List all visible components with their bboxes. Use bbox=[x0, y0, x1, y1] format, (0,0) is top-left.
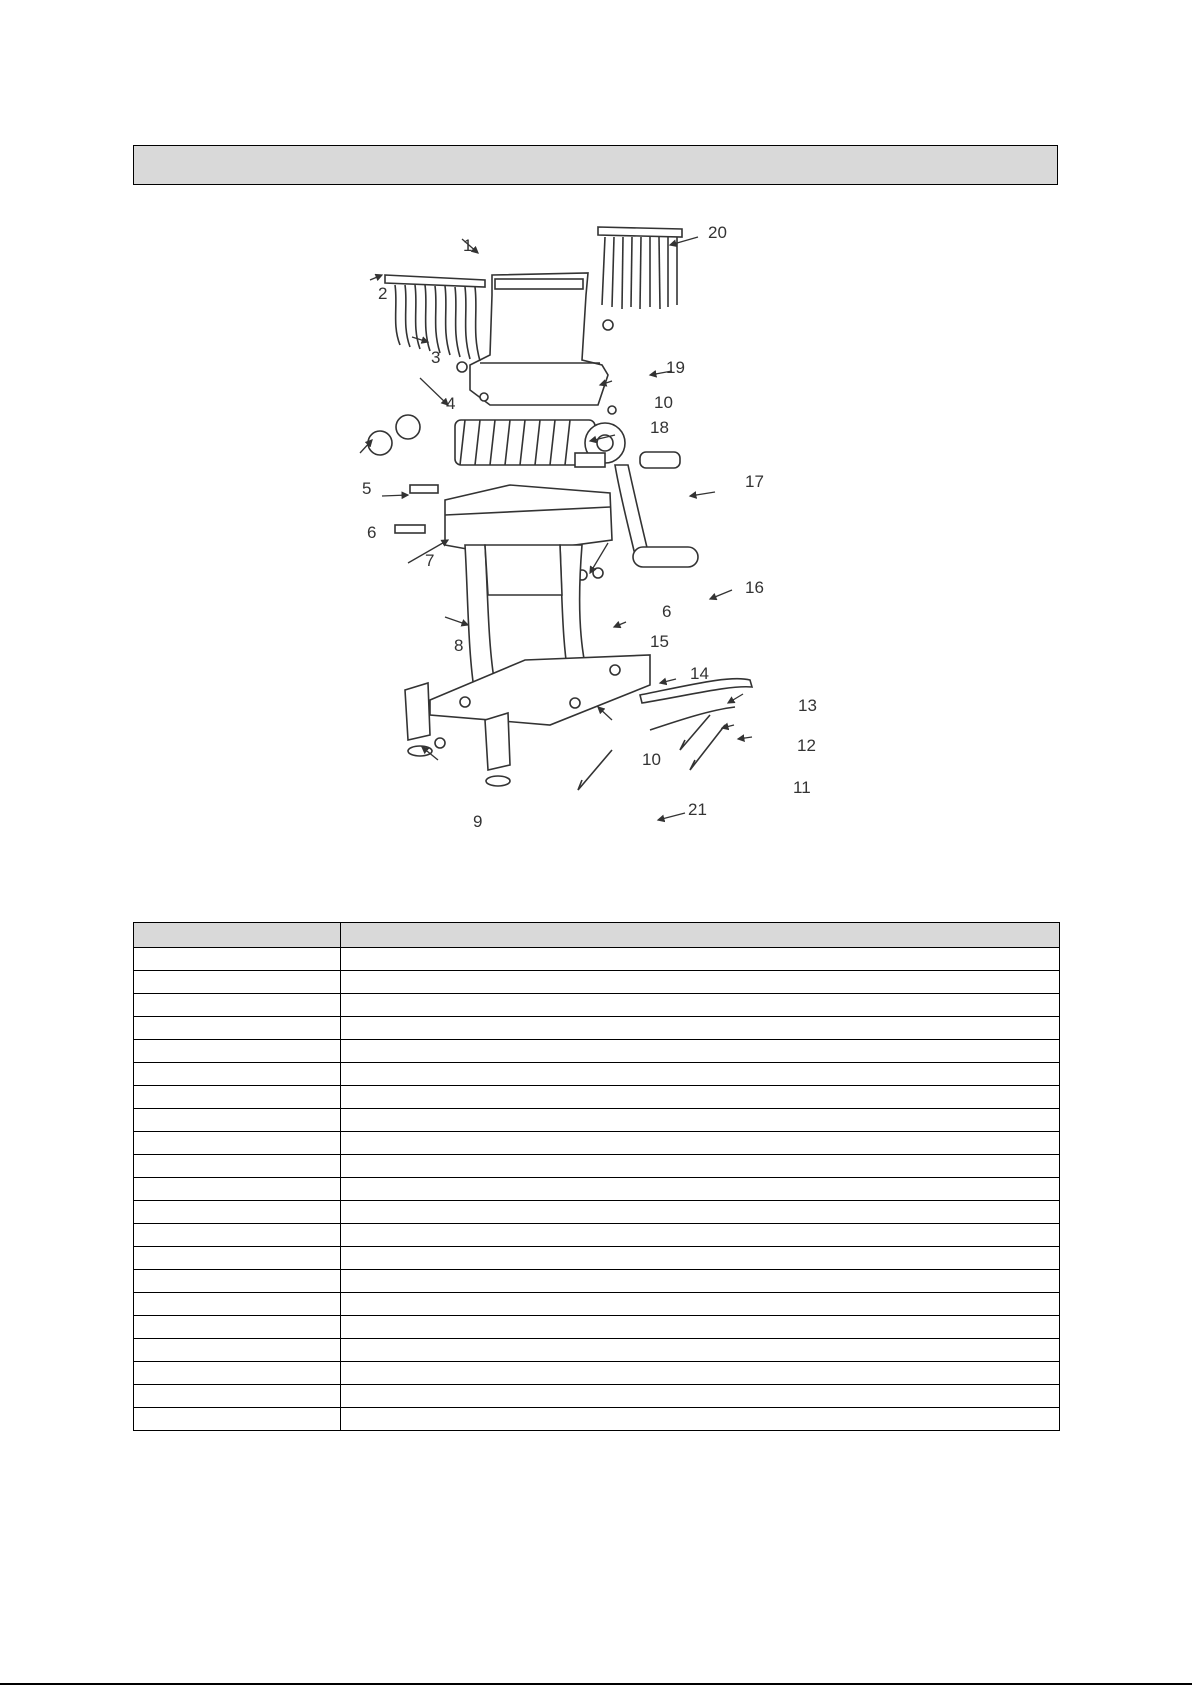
hex-key-12 bbox=[680, 715, 710, 750]
table-row bbox=[134, 1017, 1060, 1040]
table-row bbox=[134, 1270, 1060, 1293]
callout-6-right: 6 bbox=[662, 602, 672, 621]
part-number-cell bbox=[134, 1132, 341, 1155]
part-description-cell bbox=[341, 1293, 1060, 1316]
part-description-cell bbox=[341, 1362, 1060, 1385]
part-description-cell bbox=[341, 1385, 1060, 1408]
part-number-cell bbox=[134, 1201, 341, 1224]
part-description-cell bbox=[341, 1339, 1060, 1362]
part-description-cell bbox=[341, 948, 1060, 971]
table-row bbox=[134, 994, 1060, 1017]
callout-16: 16 bbox=[745, 578, 764, 597]
part-number-cell bbox=[134, 1155, 341, 1178]
column-header bbox=[341, 923, 1060, 948]
top-frame bbox=[470, 273, 608, 405]
table-row bbox=[134, 1040, 1060, 1063]
callout-3: 3 bbox=[431, 348, 441, 367]
crank-knob bbox=[640, 452, 680, 468]
part-description-cell bbox=[341, 1063, 1060, 1086]
parts-table-body bbox=[134, 948, 1060, 1431]
part-number-cell bbox=[134, 1063, 341, 1086]
crank-handle bbox=[633, 547, 698, 567]
part-description-cell bbox=[341, 1247, 1060, 1270]
callout-6-left: 6 bbox=[367, 523, 377, 542]
table-header-row bbox=[134, 923, 1060, 948]
clamp-2 bbox=[485, 713, 510, 770]
callout-19: 19 bbox=[666, 358, 685, 377]
part-number-cell bbox=[134, 1247, 341, 1270]
hex-key-21 bbox=[578, 750, 612, 790]
section-title bbox=[134, 146, 1057, 164]
top-frame-slot bbox=[495, 279, 583, 289]
table-row bbox=[134, 1385, 1060, 1408]
table-row bbox=[134, 1247, 1060, 1270]
part-description-cell bbox=[341, 971, 1060, 994]
part-number-cell bbox=[134, 1339, 341, 1362]
table-row bbox=[134, 1063, 1060, 1086]
comb-left bbox=[385, 275, 485, 287]
table-row bbox=[134, 1178, 1060, 1201]
part-number-cell bbox=[134, 1017, 341, 1040]
part-number-cell bbox=[134, 1385, 341, 1408]
table-row bbox=[134, 1201, 1060, 1224]
callout-10-bottom: 10 bbox=[642, 750, 661, 769]
callout-9: 9 bbox=[473, 812, 483, 831]
table-row bbox=[134, 1086, 1060, 1109]
table-row bbox=[134, 948, 1060, 971]
part-number-cell bbox=[134, 1362, 341, 1385]
comb-right bbox=[598, 227, 682, 237]
table-row bbox=[134, 1155, 1060, 1178]
part-number-cell bbox=[134, 1316, 341, 1339]
part-description-cell bbox=[341, 1224, 1060, 1247]
part-description-cell bbox=[341, 1017, 1060, 1040]
part-description-cell bbox=[341, 1109, 1060, 1132]
part-description-cell bbox=[341, 1132, 1060, 1155]
part-number-cell bbox=[134, 1293, 341, 1316]
part-description-cell bbox=[341, 1178, 1060, 1201]
part-number-cell bbox=[134, 1109, 341, 1132]
callout-7: 7 bbox=[425, 551, 435, 570]
table-row bbox=[134, 1109, 1060, 1132]
callout-14: 14 bbox=[690, 664, 709, 683]
table-row bbox=[134, 1132, 1060, 1155]
callout-17: 17 bbox=[745, 472, 764, 491]
callout-2: 2 bbox=[378, 284, 388, 303]
table-row bbox=[134, 971, 1060, 994]
parts-table bbox=[133, 922, 1060, 1431]
table-row bbox=[134, 1408, 1060, 1431]
table-row bbox=[134, 1339, 1060, 1362]
part-number-cell bbox=[134, 948, 341, 971]
part-description-cell bbox=[341, 1316, 1060, 1339]
callout-8: 8 bbox=[454, 636, 464, 655]
section-header-bar bbox=[133, 145, 1058, 185]
table-row bbox=[134, 1316, 1060, 1339]
callout-5: 5 bbox=[362, 479, 372, 498]
callout-11: 11 bbox=[793, 778, 811, 797]
table-row bbox=[134, 1224, 1060, 1247]
callout-13: 13 bbox=[798, 696, 817, 715]
part-number-cell bbox=[134, 1224, 341, 1247]
callout-18: 18 bbox=[650, 418, 669, 437]
part-number-cell bbox=[134, 1178, 341, 1201]
part-number-cell bbox=[134, 1408, 341, 1431]
part-description-cell bbox=[341, 1408, 1060, 1431]
callout-10-top: 10 bbox=[654, 393, 673, 412]
table-row bbox=[134, 1362, 1060, 1385]
part-description-cell bbox=[341, 1040, 1060, 1063]
part-number-cell bbox=[134, 971, 341, 994]
part-description-cell bbox=[341, 1155, 1060, 1178]
callout-1: 1 bbox=[463, 236, 473, 255]
part-number-cell bbox=[134, 1040, 341, 1063]
exploded-parts-diagram bbox=[350, 215, 850, 865]
part-number-cell bbox=[134, 1270, 341, 1293]
part-number-cell bbox=[134, 994, 341, 1017]
part-number-cell bbox=[134, 1086, 341, 1109]
callout-15: 15 bbox=[650, 632, 669, 651]
callout-12: 12 bbox=[797, 736, 816, 755]
clamp-1 bbox=[405, 683, 430, 740]
callout-21: 21 bbox=[688, 800, 707, 819]
part-description-cell bbox=[341, 994, 1060, 1017]
parts-illustration bbox=[350, 215, 850, 865]
crank-arm bbox=[615, 465, 650, 560]
table-row bbox=[134, 1293, 1060, 1316]
part-description-cell bbox=[341, 1270, 1060, 1293]
part-description-cell bbox=[341, 1201, 1060, 1224]
callout-20: 20 bbox=[708, 223, 727, 242]
column-header bbox=[134, 923, 341, 948]
part-description-cell bbox=[341, 1086, 1060, 1109]
callout-4: 4 bbox=[446, 394, 456, 413]
